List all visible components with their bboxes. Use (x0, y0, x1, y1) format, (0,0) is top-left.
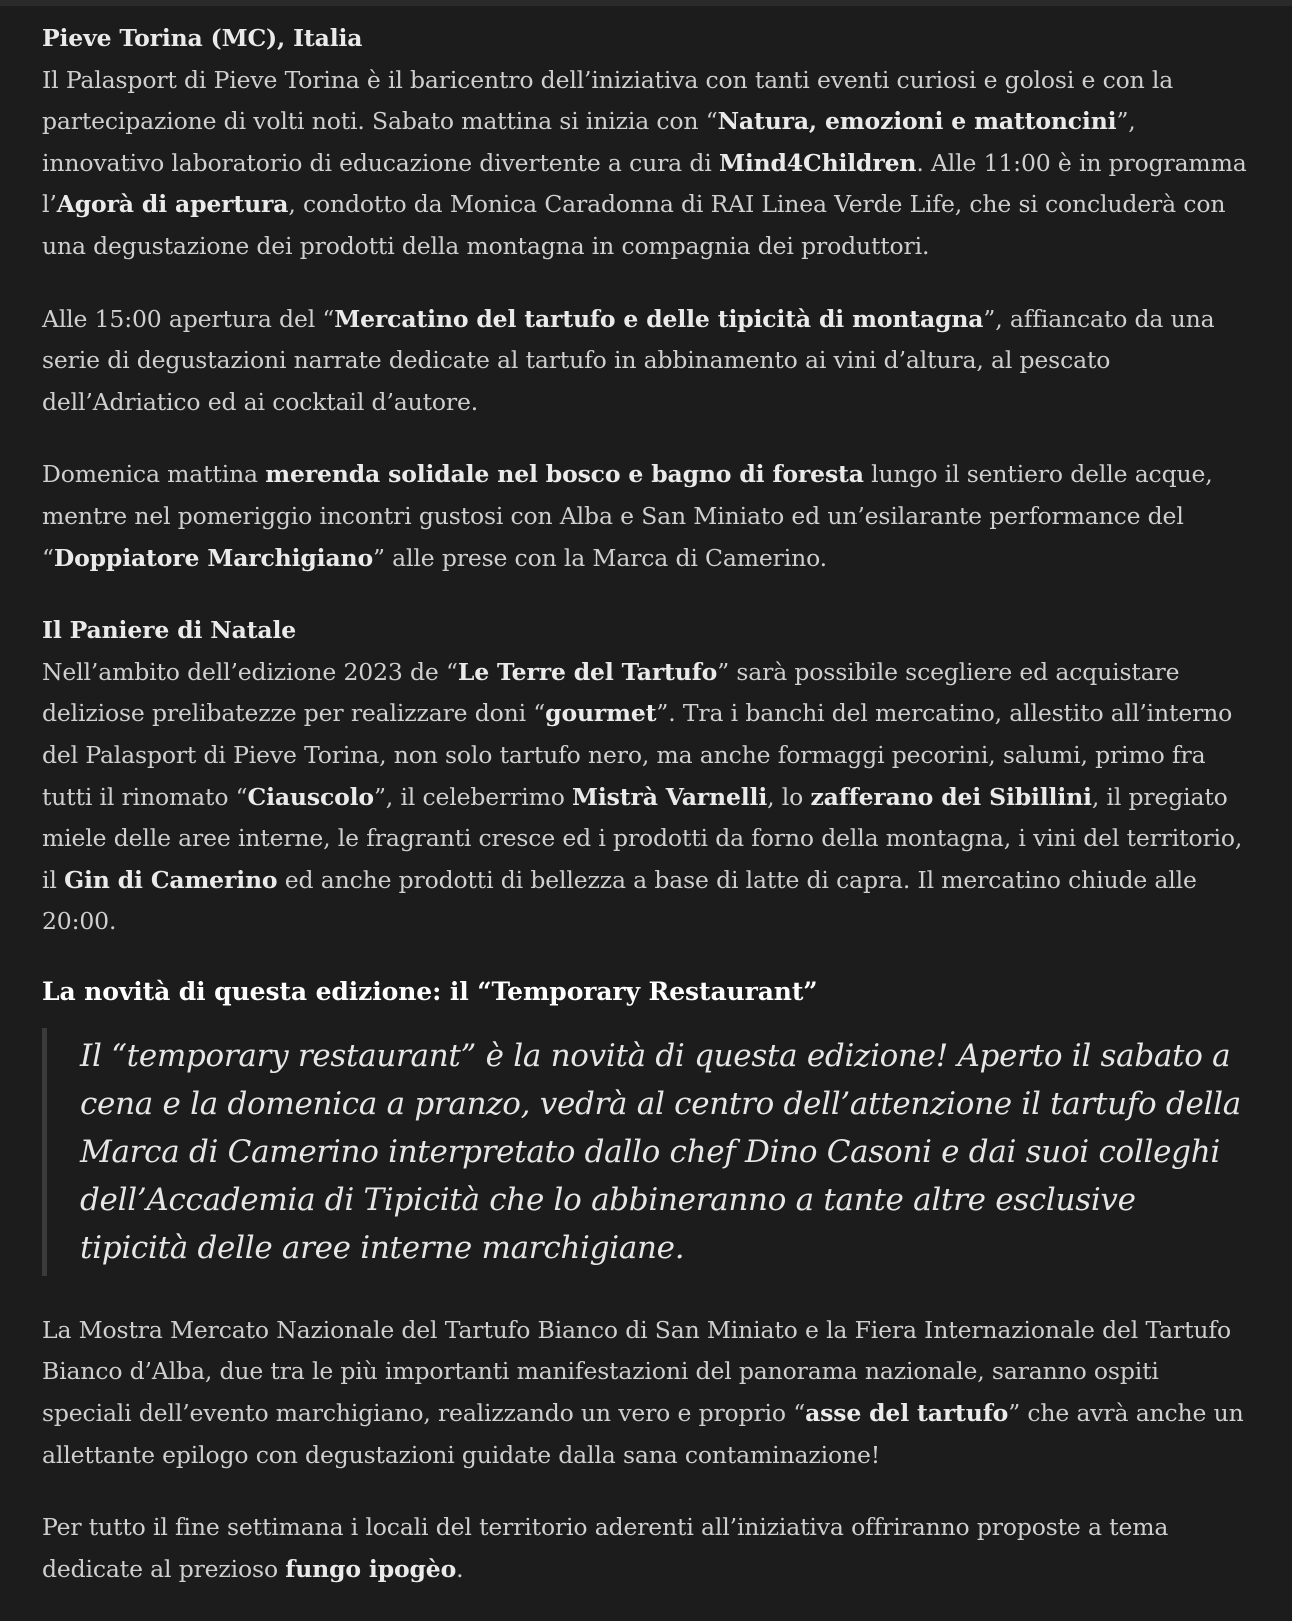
bold-text: Mercatino del tartufo e delle tipicità di montagna (334, 304, 984, 333)
article-body (42, 18, 1252, 1621)
section-heading-pieve-torina: Pieve Torina (MC), Italia (42, 24, 363, 52)
paragraph-fungo-ipogeo: Per tutto il fine settimana i locali del territorio aderenti all’iniziativa offriranno proposte a tema dedicate al prezioso fungo ipogèo. (42, 1513, 1169, 1583)
bold-text: gourmet (545, 699, 657, 728)
bold-text: Ciauscolo (247, 782, 374, 811)
bold-text: Natura, emozioni e mattoncini (717, 107, 1117, 136)
section-heading-paniere: Il Paniere di Natale (42, 616, 297, 645)
bold-text: fungo ipogèo (285, 1554, 457, 1583)
bold-text: Le Terre del Tartufo (457, 657, 718, 686)
bold-text: Mind4Children (718, 148, 917, 177)
paragraph-asse-del-tartufo: La Mostra Mercato Nazionale del Tartufo Bianco di San Miniato e la Fiera Internazionale del Tartufo Bianco d’Alba, due tra le più importanti manifestazioni del panorama nazionale, saranno ospiti speciali dell’evento marchigiano, realizzando un vero e proprio “asse del tartufo” che avrà anche un allettante epilogo con degustazioni guidate dalla sana contaminazione! (42, 1315, 1244, 1469)
section-pieve-torina (42, 18, 1252, 268)
paragraph-mercatino: Alle 15:00 apertura del “Mercatino del tartufo e delle tipicità di montagna”, affiancato da una serie di degustazioni narrate dedicate al tartufo in abbinamento ai vini d’altura, al pescato dell’Adriatico ed ai cocktail d’autore. (42, 304, 1215, 416)
bold-text: Doppiatore Marchigiano (53, 543, 373, 572)
bold-text: Mistrà Varnelli (572, 782, 768, 811)
section-heading-temporary-restaurant: La novità di questa edizione: il “Temporary Restaurant” (42, 976, 818, 1006)
bold-text: Agorà di apertura (56, 190, 289, 219)
bold-text: Gin di Camerino (64, 865, 278, 894)
paragraph-domenica: Domenica mattina merenda solidale nel bosco e bagno di foresta lungo il sentiero delle acque, mentre nel pomeriggio incontri gustosi con Alba e San Miniato ed un’esilarante performance del “Doppiatore Marchigiano” alle prese con la Marca di Camerino. (42, 460, 1213, 572)
blockquote-temporary-restaurant: Il “temporary restaurant” è la novità di questa edizione! Aperto il sabato a cena e la domenica a pranzo, vedrà al centro dell’attenzione il tartufo della Marca di Camerino interpretato dallo chef Dino Casoni e dai suoi colleghi dell’Accademia di Tipicità che lo abbineranno a tante altre esclusive tipicità delle aree interne marchigiane. (42, 1028, 1252, 1276)
section-paniere (42, 610, 1252, 943)
bold-text: asse del tartufo (805, 1399, 1009, 1428)
top-border (0, 0, 1292, 6)
paragraph-palasport: Il Palasport di Pieve Torina è il baricentro dell’iniziativa con tanti eventi curiosi e golosi e con la partecipazione di volti noti. Sabato mattina si inizia con “Natura, emozioni e mattoncini”, innovativo laboratorio di educazione divertente a cura di Mind4Children. Alle 11:00 è in programma l’Agorà di apertura, condotto da Monica Caradonna di RAI Linea Verde Life, che si concluderà con una degustazione dei prodotti della montagna in compagnia dei produttori. (42, 65, 1247, 260)
paragraph-paniere: Nell’ambito dell’edizione 2023 de “Le Terre del Tartufo” sarà possibile scegliere ed acquistare deliziose prelibatezze per realizzare doni “gourmet”. Tra i banchi del mercatino, allestito all’interno del Palasport di Pieve Torina, non solo tartufo nero, ma anche formaggi pecorini, salumi, primo fra tutti il rinomato “Ciauscolo”, il celeberrimo Mistrà Varnelli, lo zafferano dei Sibillini, il pregiato miele delle aree interne, le fragranti cresce ed i prodotti da forno della montagna, i vini del territorio, il Gin di Camerino ed anche prodotti di bellezza a base di latte di capra. Il mercatino chiude alle 20:00. (42, 657, 1243, 936)
bold-text: merenda solidale nel bosco e bagno di foresta (265, 460, 864, 489)
bold-text: zafferano dei Sibillini (810, 782, 1092, 811)
